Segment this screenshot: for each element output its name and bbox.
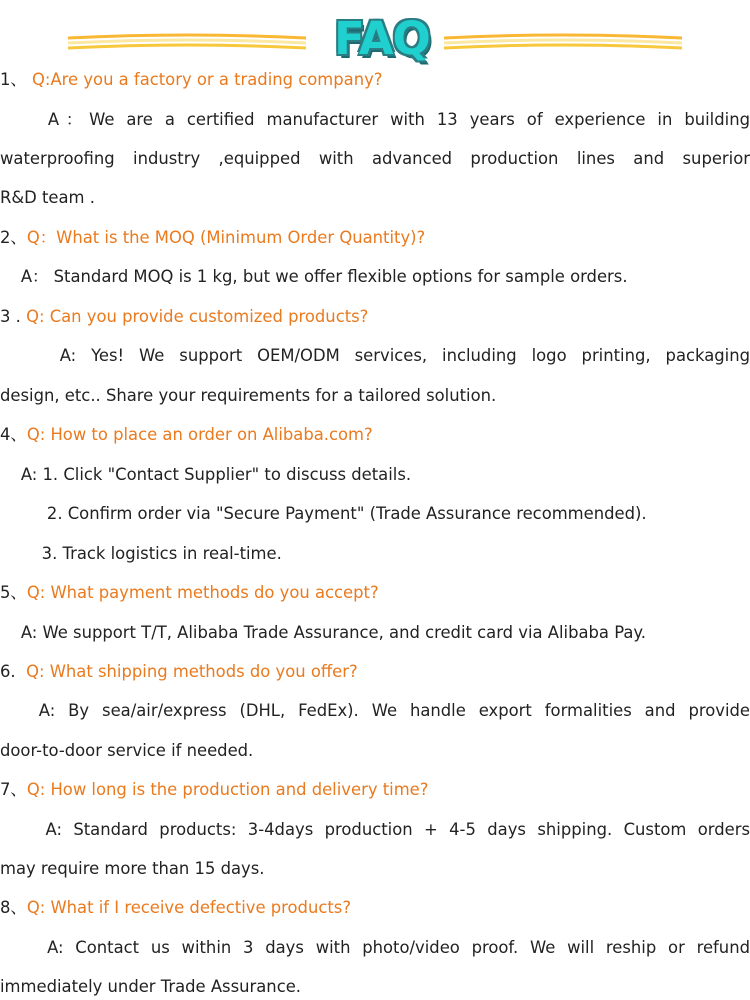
faq-7-number: 7、 [0,780,27,799]
faq-5-question-text: Q: What payment methods do you accept? [26,583,379,602]
decorative-ribbon-right [444,32,682,54]
faq-6-number: 6. [0,662,27,681]
faq-7-question-text: Q: How long is the production and delivery time? [26,780,429,799]
faq-2-question [0,226,750,250]
faq-1-question [0,68,750,92]
faq-2-question-text: Q：What is the MOQ (Minimum Order Quantity)? [26,228,426,247]
faq-7-answer-line-1: A: Standard products: 3-4days production + 4-5 days shipping. Custom orders [0,820,750,839]
decorative-ribbon-left [68,32,306,54]
faq-7-question [0,778,750,802]
faq-8-number: 8、 [0,898,27,917]
faq-4-answer-line-2: 2. Confirm order via "Secure Payment" (Trade Assurance recommended). [0,504,647,523]
faq-5-answer-line-1: A: We support T/T, Alibaba Trade Assurance, and credit card via Alibaba Pay. [0,623,646,642]
faq-5-number: 5、 [0,583,27,602]
faq-5-question [0,581,750,605]
faq-2-number: 2、 [0,228,27,247]
faq-6-question-text: Q: What shipping methods do you offer? [26,662,358,681]
faq-1-answer-line-2: waterproofing industry ,equipped with advanced production lines and superior [0,149,750,168]
faq-2-answer-line-1: A： Standard MOQ is 1 kg, but we offer flexible options for sample orders. [0,267,628,286]
faq-8-question-text: Q: What if I receive defective products? [26,898,352,917]
faq-3-answer-line-2: design, etc.. Share your requirements for a tailored solution. [0,386,497,405]
faq-header [0,10,750,68]
faq-1-answer-line-3: R&D team . [0,188,95,207]
faq-8-answer-line-2: immediately under Trade Assurance. [0,977,302,996]
faq-1-answer-line-1: A：We are a certified manufacturer with 13 years of experience in building [0,110,750,129]
faq-8-answer-line-1: A: Contact us within 3 days with photo/video proof. We will reship or refund [0,938,750,957]
faq-3-question [0,305,750,329]
faq-4-question [0,423,750,447]
faq-6-answer-line-1: A: By sea/air/express (DHL, FedEx). We handle export formalities and provide [0,701,750,720]
faq-8-question [0,896,750,920]
faq-6-question [0,660,750,684]
faq-6-answer-line-2: door-to-door service if needed. [0,741,254,760]
faq-3-number: 3 . [0,307,27,326]
faq-title: FAQ [334,12,430,65]
faq-4-number: 4、 [0,425,27,444]
faq-4-question-text: Q: How to place an order on Alibaba.com? [26,425,373,444]
faq-1-number: 1、 [0,70,33,89]
faq-3-question-text: Q: Can you provide customized products? [26,307,369,326]
faq-4-answer-line-3: 3. Track logistics in real-time. [0,544,282,563]
faq-1-question-text: Q:Are you a factory or a trading company? [32,70,383,89]
faq-3-answer-line-1: A: Yes! We support OEM/ODM services, including logo printing, packaging [0,346,750,365]
faq-4-answer-line-1: A: 1. Click "Contact Supplier" to discuss details. [0,465,412,484]
faq-7-answer-line-2: may require more than 15 days. [0,859,265,878]
